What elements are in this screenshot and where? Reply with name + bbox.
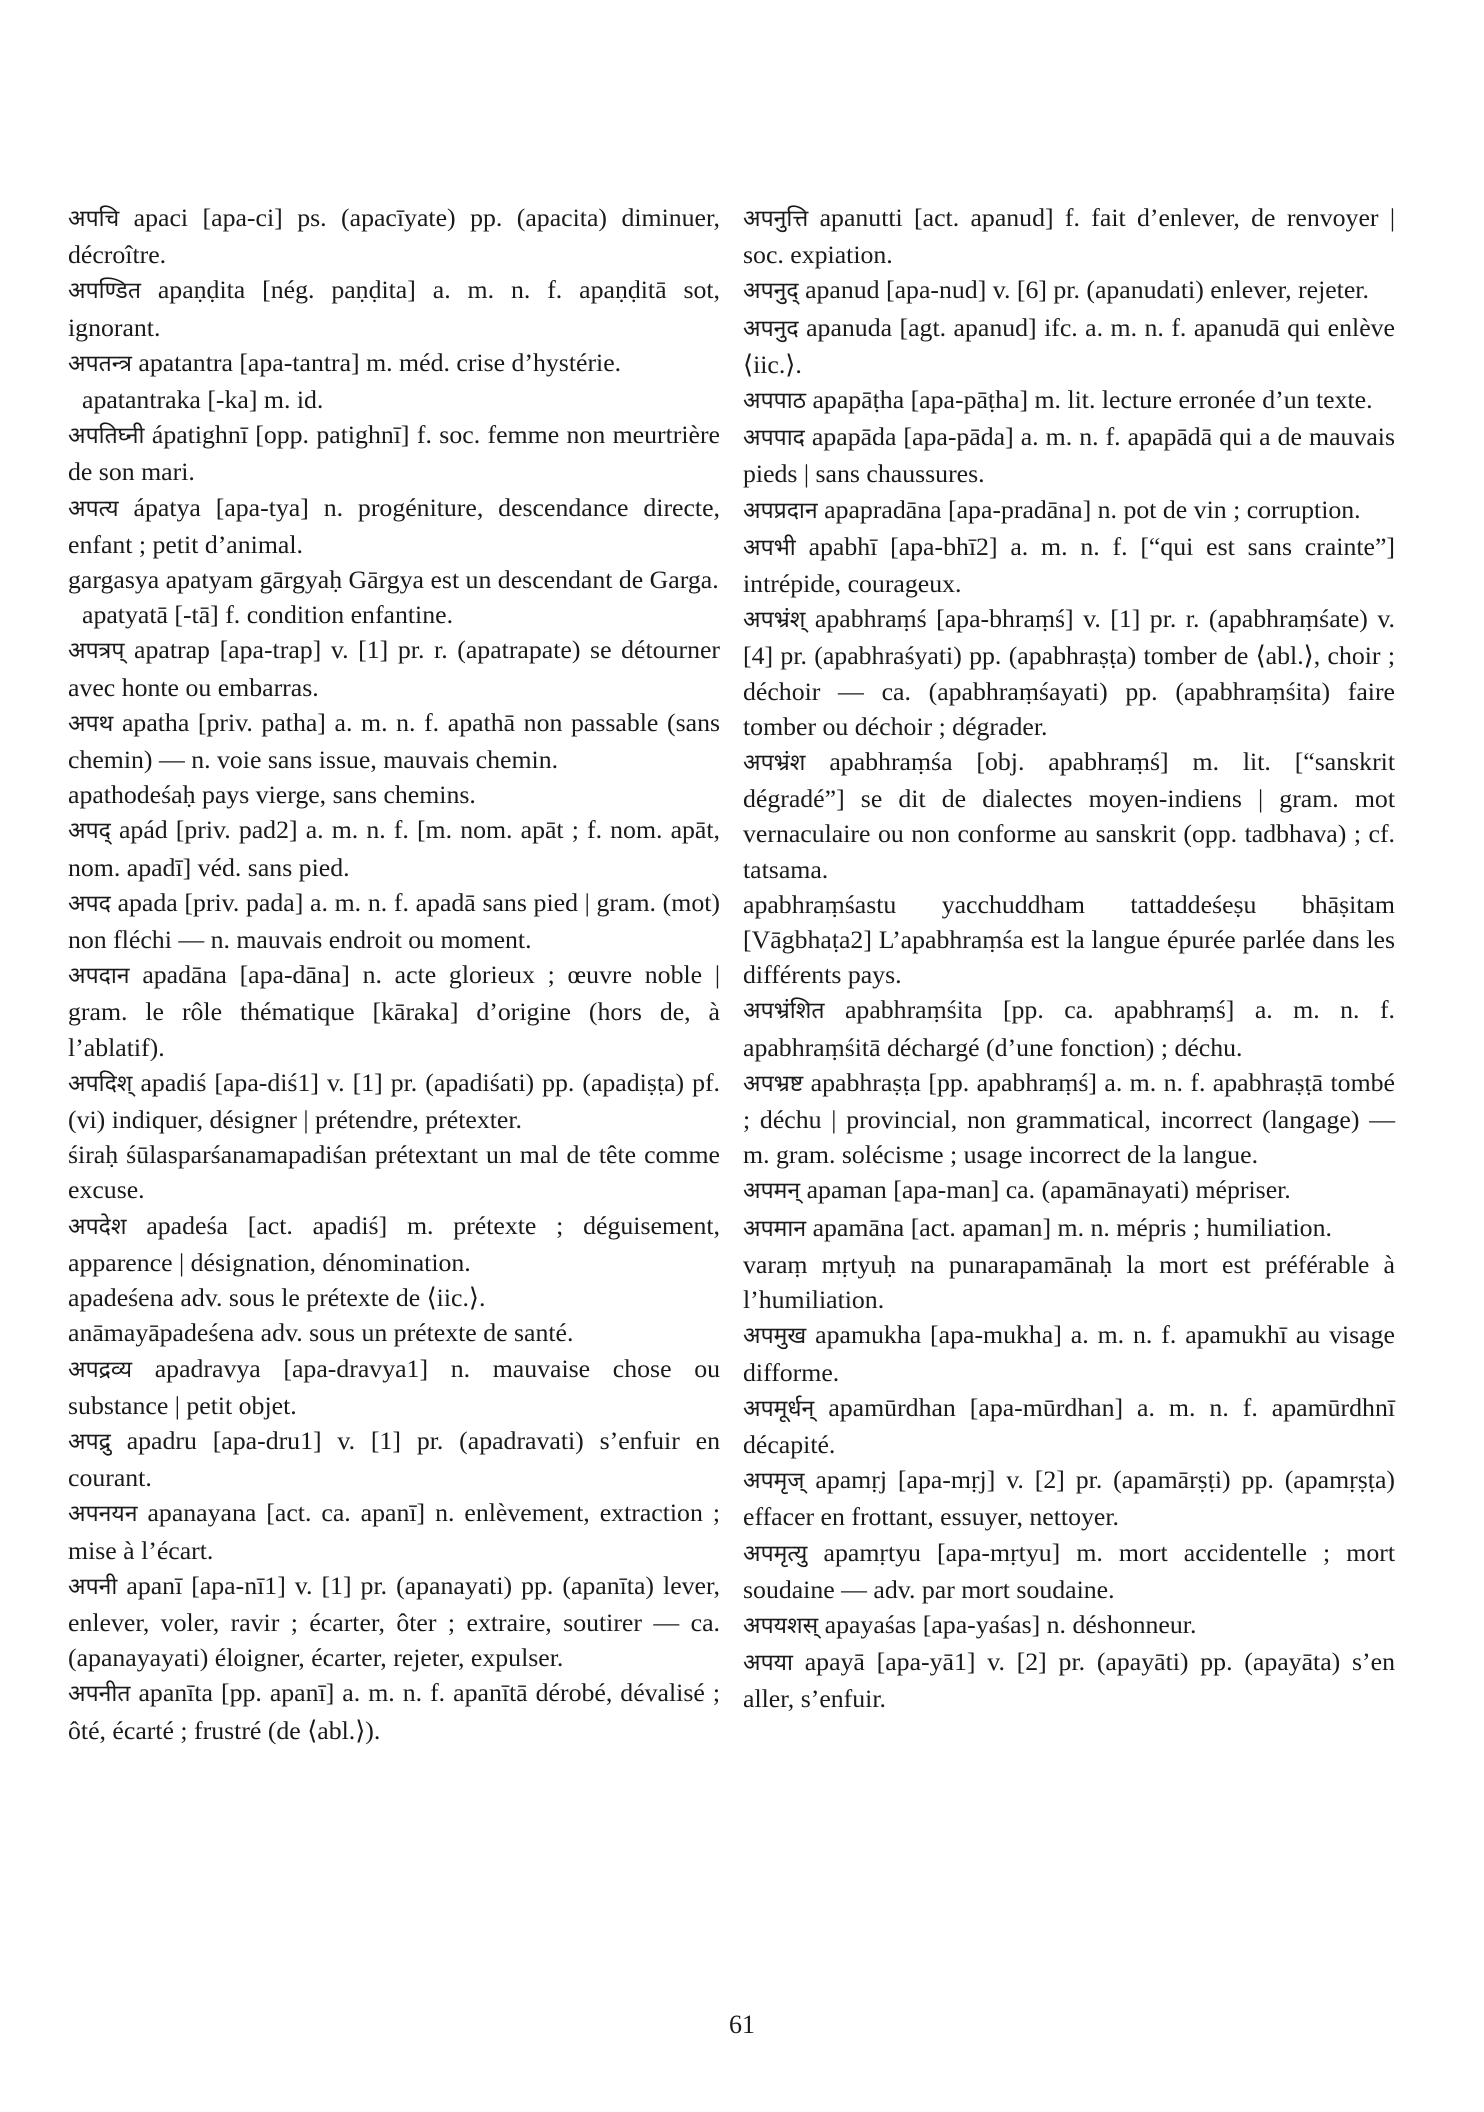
- entry-headword: अपनुत्ति: [743, 206, 809, 232]
- dictionary-entry: [68, 490, 720, 562]
- dictionary-entry: [68, 632, 720, 704]
- entry-text: apanutti [act. apanud] f. fait d’enlever, de renvoyer | soc. expiation.: [743, 203, 1395, 270]
- entry-headword: अपदिश्: [68, 1070, 133, 1097]
- dictionary-entry: [743, 1172, 1395, 1209]
- dictionary-entry: [68, 1495, 720, 1567]
- dictionary-entry: [743, 419, 1395, 491]
- entry-text: apamūrdhan [apa-mūrdhan] a. m. n. f. apamūrdhnī décapité.: [743, 1392, 1396, 1459]
- entry-text: apamāna [act. apaman] m. n. mépris ; humiliation.: [812, 1212, 1332, 1242]
- entry-headword: अपद्रव्य: [68, 1356, 133, 1383]
- entry-headword: अपत्रप्: [68, 638, 125, 665]
- dictionary-entry: [743, 492, 1395, 529]
- entry-text: apapāṭha [apa-pāṭha] m. lit. lecture erronée d’un texte.: [812, 385, 1373, 415]
- dictionary-entry: [68, 200, 720, 272]
- entry-text: varaṃ mṛtyuḥ na punarapamānaḥ la mort est préférable à l’humiliation.: [743, 1249, 1395, 1315]
- entry-example: [68, 1137, 720, 1207]
- entry-headword: अपद्: [68, 818, 111, 845]
- entry-headword: अपभ्रंशित: [743, 998, 825, 1025]
- entry-example: [68, 597, 720, 632]
- left-column: [68, 200, 720, 1748]
- entry-headword: अपमन्: [743, 1178, 801, 1205]
- entry-headword: अपदेश: [68, 1213, 127, 1240]
- entry-headword: अपद्रु: [68, 1428, 111, 1455]
- dictionary-entry: [68, 885, 720, 957]
- entry-example: [68, 777, 720, 812]
- entry-text: apadeśena adv. sous le prétexte de ⟨iic.⟩.: [68, 1283, 486, 1313]
- entry-text: apadravya [apa-dravya1] n. mauvaise chose ou substance | petit objet.: [68, 1353, 720, 1420]
- entry-text: apamukha [apa-mukha] a. m. n. f. apamukhī au visage difforme.: [743, 1320, 1395, 1387]
- dictionary-entry: [743, 744, 1395, 887]
- entry-headword: अपपाठ: [743, 388, 807, 415]
- dictionary-entry: [68, 1208, 720, 1280]
- entry-headword: अपमुख: [743, 1323, 807, 1350]
- dictionary-entry: [68, 957, 720, 1065]
- entry-headword: अपमान: [743, 1215, 807, 1242]
- dictionary-entry: [743, 272, 1395, 309]
- dictionary-entry: [743, 529, 1395, 601]
- dictionary-entry: [68, 345, 720, 382]
- entry-headword: अपयशस्: [743, 1612, 819, 1639]
- entry-text: apanīta [pp. apanī] a. m. n. f. apanītā dérobé, dévalisé ; ôté, écarté ; frustré (de ⟨abl.⟩).: [68, 1678, 720, 1745]
- dictionary-entry: [743, 1462, 1395, 1534]
- dictionary-entry: [743, 1607, 1395, 1644]
- entry-text: apaman [apa-man] ca. (apamānayati) mépriser.: [806, 1175, 1291, 1205]
- entry-text: apayā [apa-yā1] v. [2] pr. (apayāti) pp. (apayāta) s’en aller, s’enfuir.: [743, 1647, 1395, 1714]
- dictionary-entry: [743, 382, 1395, 419]
- entry-text: apatha [priv. patha] a. m. n. f. apathā non passable (sans chemin) — n. voie sans issue, mauvais chemin.: [68, 707, 721, 775]
- entry-text: apanī [apa-nī1] v. [1] pr. (apanayati) pp. (apanīta) lever, enlever, voler, ravir ; écarter, ôter ; extraire, soutirer — ca. (apanayayati) éloigner, écarter, rejeter, expulser.: [68, 1570, 720, 1673]
- entry-text: apapāda [apa-pāda] a. m. n. f. apapādā qui a de mauvais pieds | sans chaussures.: [743, 422, 1395, 489]
- dictionary-entry: [68, 417, 720, 489]
- entry-headword: अपथ: [68, 710, 114, 737]
- entry-text: śiraḥ śūlasparśanamapadiśan prétextant un mal de tête comme excuse.: [68, 1140, 720, 1205]
- dictionary-entry: [68, 1065, 720, 1137]
- entry-headword: अपया: [743, 1650, 793, 1677]
- entry-headword: अपनुद्: [743, 278, 799, 305]
- dictionary-entry: [743, 601, 1395, 744]
- dictionary-entry: [743, 1390, 1395, 1462]
- entry-text: apadeśa [act. apadiś] m. prétexte ; déguisement, apparence | désignation, dénomination.: [68, 1210, 720, 1277]
- dictionary-entry: [743, 1535, 1395, 1607]
- entry-text: apanuda [agt. apanud] ifc. a. m. n. f. apanudā qui enlève ⟨iic.⟩.: [743, 312, 1395, 379]
- dictionary-entry: [743, 992, 1395, 1064]
- dictionary-entry: [743, 1644, 1395, 1716]
- entry-text: apabhraṃśastu yacchuddham tattaddeśeṣu bhāṣitam [Vāgbhaṭa2] L’apabhraṃśa est la langue épurée parlée dans les différents pays.: [743, 889, 1395, 990]
- entry-example: [68, 382, 720, 417]
- entry-example: [68, 1280, 720, 1315]
- entry-headword: अपभ्रष्ट: [743, 1070, 804, 1097]
- entry-text: apatantra [apa-tantra] m. méd. crise d’hystérie.: [138, 347, 622, 377]
- right-column: [743, 200, 1395, 1717]
- dictionary-entry: [68, 1675, 720, 1747]
- entry-headword: अपचि: [68, 206, 120, 232]
- dictionary-entry: [68, 1351, 720, 1423]
- entry-text: anāmayāpadeśena adv. sous un prétexte de santé.: [68, 1318, 574, 1348]
- entry-text: apathodeśaḥ pays vierge, sans chemins.: [68, 780, 476, 810]
- entry-headword: अपमृज्: [743, 1468, 805, 1495]
- entry-text: apadiś [apa-diś1] v. [1] pr. (apadiśati) pp. (apadiṣṭa) pf. (vi) indiquer, désigner | prétendre, prétexter.: [68, 1067, 721, 1135]
- entry-headword: अपद: [68, 890, 111, 917]
- dictionary-entry: [743, 1317, 1395, 1389]
- dictionary-entry: [68, 812, 720, 884]
- entry-example: [743, 1247, 1395, 1317]
- entry-example: [68, 562, 720, 597]
- entry-text: apatrap [apa-trap] v. [1] pr. r. (apatrapate) se détourner avec honte ou embarras.: [68, 635, 721, 702]
- dictionary-entry: [68, 272, 720, 344]
- entry-headword: अपतिघ्नी: [68, 423, 145, 450]
- entry-text: apabhī [apa-bhī2] a. m. n. f. [“qui est sans crainte”] intrépide, courageux.: [743, 531, 1395, 599]
- entry-headword: अपण्डित: [68, 278, 141, 305]
- entry-text: gargasya apatyam gārgyaḥ Gārgya est un descendant de Garga.: [68, 565, 719, 595]
- page-number: 61: [729, 2010, 755, 2039]
- entry-text: apabhraṃśita [pp. ca. apabhraṃś] a. m. n. f. apabhraṃśitā déchargé (d’une fonction) ; déchu.: [743, 995, 1395, 1062]
- dictionary-entry: [68, 705, 720, 777]
- entry-example: [743, 887, 1395, 993]
- dictionary-entry: [743, 1210, 1395, 1247]
- dictionary-entry: [68, 1568, 720, 1676]
- entry-text: apanayana [act. ca. apanī] n. enlèvement, extraction ; mise à l’écart.: [68, 1498, 720, 1565]
- entry-text: apád [priv. pad2] a. m. n. f. [m. nom. apāt ; f. nom. apāt, nom. apadī] véd. sans pied.: [68, 815, 720, 882]
- entry-headword: अपमूर्धन्: [743, 1395, 815, 1422]
- dictionary-entry: [68, 1423, 720, 1495]
- entry-text: apamṛtyu [apa-mṛtyu] m. mort accidentelle ; mort soudaine — adv. par mort soudaine.: [743, 1537, 1395, 1604]
- entry-headword: अपप्रदान: [743, 497, 818, 524]
- entry-text: ápatighnī [opp. patighnī] f. soc. femme non meurtrière de son mari.: [68, 420, 721, 487]
- entry-headword: अपपाद: [743, 425, 805, 452]
- entry-text: apaṇḍita [nég. paṇḍita] a. m. n. f. apaṇḍitā sot, ignorant.: [68, 275, 720, 342]
- entry-text: apayaśas [apa-yaśas] n. déshonneur.: [824, 1609, 1197, 1639]
- dictionary-entry: [743, 200, 1395, 272]
- entry-headword: अपनी: [68, 1573, 118, 1600]
- entry-headword: अपनीत: [68, 1681, 131, 1708]
- entry-headword: अपदान: [68, 963, 130, 990]
- entry-example: [68, 1315, 720, 1350]
- dictionary-entry: [743, 1065, 1395, 1173]
- entry-text: apadāna [apa-dāna] n. acte glorieux ; œuvre noble | gram. le rôle thématique [kāraka] d’origine (hors de, à l’ablatif).: [68, 960, 720, 1062]
- entry-headword: अपमृत्यु: [743, 1540, 808, 1567]
- entry-text: apabhraṣṭa [pp. apabhraṃś] a. m. n. f. apabhraṣṭā tombé ; déchu | provincial, non grammatical, incorrect (langage) — m. gram. solécisme ; usage incorrect de la langue.: [743, 1067, 1395, 1170]
- entry-headword: अपभ्रंश: [743, 750, 806, 777]
- entry-text: apaci [apa-ci] ps. (apacīyate) pp. (apacita) diminuer, décroître.: [68, 203, 720, 270]
- entry-text: apanud [apa-nud] v. [6] pr. (apanudati) enlever, rejeter.: [805, 275, 1369, 305]
- entry-headword: अपतन्त्र: [68, 350, 132, 377]
- entry-text: ápatya [apa-tya] n. progéniture, descendance directe, enfant ; petit d’animal.: [68, 492, 720, 559]
- entry-text: apada [priv. pada] a. m. n. f. apadā sans pied | gram. (mot) non fléchi — n. mauvais endroit ou moment.: [68, 887, 720, 955]
- entry-text: apabhraṃś [apa-bhraṃś] v. [1] pr. r. (apabhraṃśate) v. [4] pr. (apabhraśyati) pp. (apabhraṣṭa) tomber de ⟨abl.⟩, choir ; déchoir — ca. (apabhraṃśayati) pp. (apabhraṃśita) faire tomber ou déchoir ; dégrader.: [743, 604, 1395, 741]
- entry-headword: अपनयन: [68, 1501, 138, 1528]
- entry-text: apatyatā [-tā] f. condition enfantine.: [82, 600, 454, 630]
- entry-text: apapradāna [apa-pradāna] n. pot de vin ; corruption.: [824, 494, 1361, 524]
- entry-headword: अपनुद: [743, 315, 799, 342]
- entry-headword: अपभी: [743, 534, 796, 561]
- entry-headword: अपभ्रंश्: [743, 607, 806, 634]
- dictionary-entry: [743, 310, 1395, 382]
- entry-text: apadru [apa-dru1] v. [1] pr. (apadravati) s’enfuir en courant.: [68, 1425, 720, 1493]
- entry-text: apatantraka [-ka] m. id.: [82, 385, 324, 415]
- entry-text: apabhraṃśa [obj. apabhraṃś] m. lit. [“sanskrit dégradé”] se dit de dialectes moyen-indiens | gram. mot vernaculaire ou non conforme au sanskrit (opp. tadbhava) ; cf. tatsama.: [743, 747, 1396, 884]
- entry-text: apamṛj [apa-mṛj] v. [2] pr. (apamārṣṭi) pp. (apamṛṣṭa) effacer en frottant, essuyer, nettoyer.: [743, 1465, 1395, 1532]
- entry-headword: अपत्य: [68, 495, 119, 522]
